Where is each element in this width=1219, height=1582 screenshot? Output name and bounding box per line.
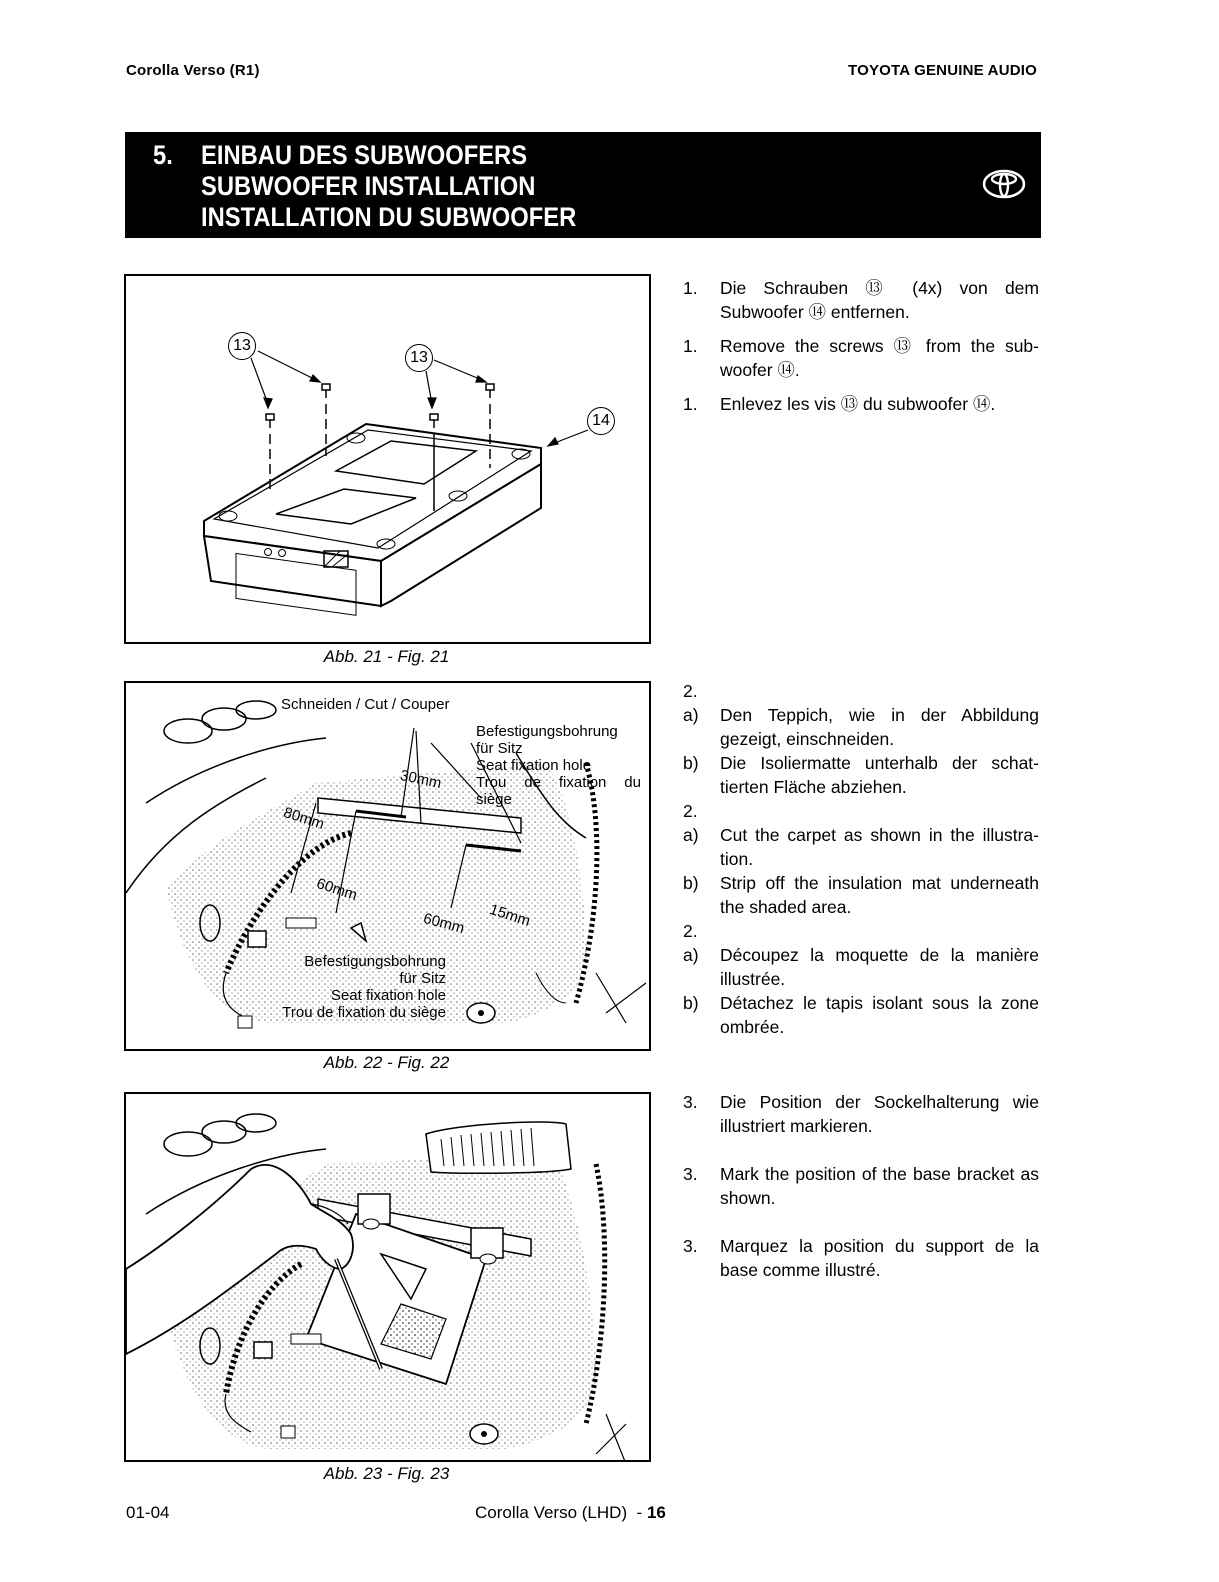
sub-letter: a): [683, 825, 699, 845]
step-2-en: [683, 799, 1039, 919]
footer-date: 01-04: [126, 1503, 170, 1522]
step-number: 1.: [683, 278, 698, 298]
seat-hole-bottom-label: [266, 953, 446, 1021]
seat-hole-top-line-2: für Sitz: [476, 740, 523, 757]
step-text: Remove the screws ⑬ from the sub-woofer ⑭.: [720, 336, 1039, 380]
step-3-de: [683, 1090, 1039, 1138]
cut-label: Schneiden / Cut / Couper: [281, 696, 450, 713]
sub-letter: b): [683, 753, 699, 773]
dim-30mm: 30mm: [398, 766, 443, 793]
seat-hole-top-line-3: Seat fixation hole: [476, 757, 592, 774]
step-text: Strip off the insulation mat underneath the shaded area.: [720, 873, 1039, 917]
callout-13-right: 13: [405, 344, 433, 372]
step-text: Mark the position of the base bracket as shown.: [720, 1164, 1039, 1208]
seat-hole-top-label: [476, 723, 641, 808]
step-1-de: [683, 276, 1039, 324]
dim-60mm-left: 60mm: [314, 874, 360, 905]
step-text: Die Schrauben ⑬ (4x) von dem Subwoofer ⑭ entfernen.: [720, 278, 1039, 322]
figure-22: [124, 681, 651, 1051]
step-number: 3.: [683, 1236, 698, 1256]
step-2-fr: [683, 919, 1039, 1039]
step-2-instructions: [683, 679, 1039, 1039]
bracket-marking-illustration: [126, 1094, 651, 1462]
step-number: 1.: [683, 394, 698, 414]
seat-hole-top-line-1: Befestigungsbohrung: [476, 723, 618, 740]
step-1-en: [683, 334, 1039, 382]
seat-hole-bottom-line-2: für Sitz: [399, 970, 446, 987]
seat-hole-bottom-line-3: Seat fixation hole: [330, 987, 446, 1004]
step-text: Marquez la position du support de la base comme illustré.: [720, 1236, 1039, 1280]
page-number: 16: [646, 1503, 666, 1522]
sub-letter: b): [683, 873, 699, 893]
step-3-fr: [683, 1234, 1039, 1282]
dim-80mm: 80mm: [281, 803, 327, 834]
section-title-de: EINBAU DES SUBWOOFERS: [201, 140, 528, 170]
dim-15mm: 15mm: [487, 900, 533, 931]
seat-hole-top-line-5: siège: [476, 791, 512, 808]
step-number: 2.: [683, 681, 698, 701]
step-number: 3.: [683, 1092, 698, 1112]
figure-21: [124, 274, 651, 644]
seat-hole-bottom-line-1: Befestigungsbohrung: [304, 953, 446, 970]
section-number: 5.: [153, 140, 173, 170]
section-title-bar: [125, 132, 1041, 238]
section-title-fr: INSTALLATION DU SUBWOOFER: [201, 202, 577, 232]
step-3-en: [683, 1162, 1039, 1210]
footer-page: [475, 1503, 666, 1523]
step-text: Cut the carpet as shown in the illustra-tion.: [720, 825, 1039, 869]
sub-letter: a): [683, 945, 699, 965]
figure-22-caption: Abb. 22 - Fig. 22: [323, 1053, 450, 1072]
dim-60mm-right: 60mm: [421, 909, 467, 938]
step-2-de: [683, 679, 1039, 799]
step-text: Découpez la moquette de la manière illustrée.: [720, 945, 1039, 989]
step-text: Détachez le tapis isolant sous la zone ombrée.: [720, 993, 1039, 1037]
step-text: Enlevez les vis ⑬ du subwoofer ⑭.: [720, 394, 996, 414]
seat-hole-top-line-4: Trou de fixation du: [476, 774, 641, 791]
step-number: 1.: [683, 336, 698, 356]
callout-14: 14: [587, 407, 615, 435]
sub-letter: a): [683, 705, 699, 725]
step-number: 2.: [683, 801, 698, 821]
step-text: Die Isoliermatte unterhalb der schat-tierten Fläche abziehen.: [720, 753, 1039, 797]
step-number: 3.: [683, 1164, 698, 1184]
step-number: 2.: [683, 921, 698, 941]
seat-hole-bottom-line-4: Trou de fixation du siège: [282, 1004, 446, 1021]
step-text: Den Teppich, wie in der Abbildung gezeigt, einschneiden.: [720, 705, 1039, 749]
step-1-instructions: [683, 276, 1039, 426]
subwoofer-illustration: [126, 276, 651, 644]
toyota-logo-icon: [982, 168, 1026, 200]
callout-13-left: 13: [228, 332, 256, 360]
sub-letter: b): [683, 993, 699, 1013]
section-title: [201, 140, 576, 233]
figure-21-caption: Abb. 21 - Fig. 21: [323, 647, 450, 666]
step-3-instructions: [683, 1090, 1039, 1292]
running-header-model: Corolla Verso (R1): [126, 62, 260, 79]
figure-23-caption: Abb. 23 - Fig. 23: [323, 1464, 450, 1483]
section-title-en: SUBWOOFER INSTALLATION: [201, 171, 536, 201]
running-header-brand: TOYOTA GENUINE AUDIO: [847, 62, 1037, 79]
step-text: Die Position der Sockelhalterung wie illustriert markieren.: [720, 1092, 1039, 1136]
figure-23: [124, 1092, 651, 1462]
step-1-fr: [683, 392, 1039, 416]
footer-model: Corolla Verso (LHD) -: [475, 1503, 643, 1522]
